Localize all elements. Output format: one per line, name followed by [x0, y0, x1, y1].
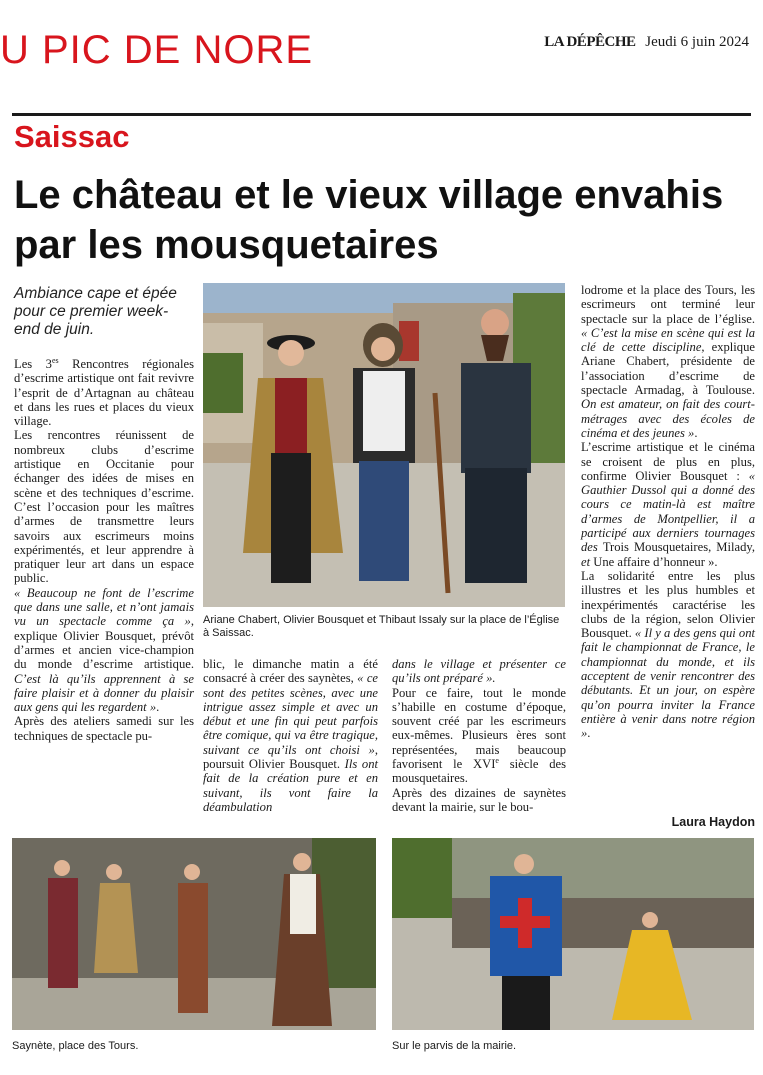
text: La solidarité entre les plus illustres et les plus humbles et inexpérimentés caractérise les clubs de la région, selon Olivier Bousquet.: [581, 568, 755, 641]
paragraph: [581, 569, 755, 741]
paragraph: Après des ateliers samedi sur les techniques de spectacle pu-: [14, 714, 194, 743]
publication-date: Jeudi 6 juin 2024: [645, 34, 749, 50]
superscript: e: [495, 755, 499, 765]
article-headline: Le château et le vieux village envahis par les mousquetaires: [14, 173, 724, 267]
paragraph: [581, 283, 755, 440]
author-signature: Laura Haydon: [671, 815, 755, 829]
superscript: es: [51, 355, 59, 365]
text: ».: [704, 554, 718, 569]
text: L’escrime artistique et le cinéma se croisent de plus en plus, confirme Olivier Bousquet :: [581, 440, 755, 483]
saynete-photo-illustration: [12, 838, 376, 1030]
musketeers-photo-illustration: [203, 283, 565, 607]
article-column-1: [14, 357, 194, 743]
masthead: [544, 34, 749, 51]
paragraph: Après des dizaines de saynètes devant la mairie, sur le bou-: [392, 785, 566, 814]
article-column-4: [581, 283, 755, 741]
paragraph: [14, 357, 194, 428]
text: Rencontres régionales d’escrime artistique ont fait revivre l’esprit de d’Artagnan au château et dans les rues et places du vieux village.: [14, 357, 194, 429]
text: Les 3: [14, 357, 52, 371]
paragraph: [14, 586, 194, 715]
bottom-left-caption: Saynète, place des Tours.: [12, 1040, 139, 1052]
header-rule: [12, 113, 751, 116]
quote: Ils ont fait de la création pure et en suivant, ils vont faire la déambulation: [203, 757, 378, 814]
quote: « C’est la mise en scène qui est la clé de cette discipline,: [581, 325, 755, 355]
quote: et: [581, 554, 594, 569]
text: blic, le dimanche matin a été consacré à créer des saynètes,: [203, 657, 378, 686]
paragraph: [581, 440, 755, 569]
text: Trois Mousquetaires, Milady,: [602, 540, 755, 555]
text: Pour ce faire, tout le monde s’habille en costume d’époque, souvent créé par les escrimeurs eux-mêmes. Plusieurs ères sont représentées, mais beaucoup favorisent le: [392, 685, 566, 772]
article-kicker: Saissac: [14, 119, 130, 154]
main-photo-caption: Ariane Chabert, Olivier Bousquet et Thibaut Issaly sur la place de l’Église à Saissac.: [203, 614, 560, 639]
text: .: [156, 700, 160, 715]
quote: On est amateur, on fait des court-métrages avec des écoles de cinéma et des jeunes »: [581, 397, 755, 440]
text: explique Ariane Chabert, présidente de l’association d’escrime de spectacle Armadag, à Toulouse.: [581, 340, 755, 398]
main-photo: [203, 283, 565, 607]
article-chapo: Ambiance cape et épée pour ce premier week-end de juin.: [14, 285, 177, 338]
newspaper-name: LA DÉPÊCHE: [544, 34, 636, 50]
bottom-right-photo: [392, 838, 754, 1030]
text: .: [694, 425, 698, 440]
quote: C’est là qu’ils apprennent à se faire plaisir et à donner du plaisir aux gens qui les regardent »: [14, 671, 194, 715]
bottom-right-caption: Sur le parvis de la mairie.: [392, 1040, 517, 1052]
text: Une affaire d’honneur: [593, 554, 705, 569]
paragraph: Les rencontres réunissent de nombreux clubs d’escrime artistique en Occitanie pour échanger des idées de mises en scène et des techniques d’escrime. C’est l’occasion pour les maîtres d’armes de transmettre leurs savoirs aux escrimeurs moins expérimentés, et leur apprendre à pratiquer leur art dans un espace public.: [14, 428, 194, 586]
text: lodrome et la place des Tours, les escrimeurs ont terminé leur spectacle sur la place de l’église.: [581, 283, 755, 326]
parvis-photo-illustration: [392, 838, 754, 1030]
text: , poursuit Olivier Bousquet.: [203, 742, 378, 772]
bottom-left-photo: [12, 838, 376, 1030]
quote: « Gauthier Dussol qui a donné des cours ce matin-là est maître d’armes de Montpellier, il a participé aux derniers tournages des: [581, 468, 755, 555]
section-title: U PIC DE NORE: [0, 28, 314, 72]
article-column-3: [392, 657, 566, 814]
quote: « ce sont des petites scènes, avec une intrigue assez simple et avec un début et une fin qui peut parfois être comique, qui va être tragique, suivant ce qu’ils ont choisi »: [203, 671, 379, 757]
article-column-2: [203, 657, 378, 814]
paragraph: [203, 657, 378, 814]
text: siècle des mousquetaires.: [392, 757, 566, 786]
text: .: [587, 726, 591, 741]
paragraph: [392, 686, 566, 786]
paragraph: dans le village et présenter ce qu’ils ont préparé ».: [392, 657, 566, 686]
text: , explique Olivier Bousquet, prévôt d’armes et ancien vice-champion du monde d’escrime artistique.: [14, 614, 194, 672]
text: XVI: [473, 757, 496, 772]
quote: « Beaucoup ne font de l’escrime que dans une salle, et n’ont jamais vu un spectacle comme ça »: [14, 585, 194, 629]
quote: « Il y a des gens qui ont fait le championnat de France, le championnat du monde, et ils acceptent de venir rencontrer des débutants. Et un jour, on espère qu’on pourra inviter la France entière à venir dans notre région »: [581, 626, 756, 741]
